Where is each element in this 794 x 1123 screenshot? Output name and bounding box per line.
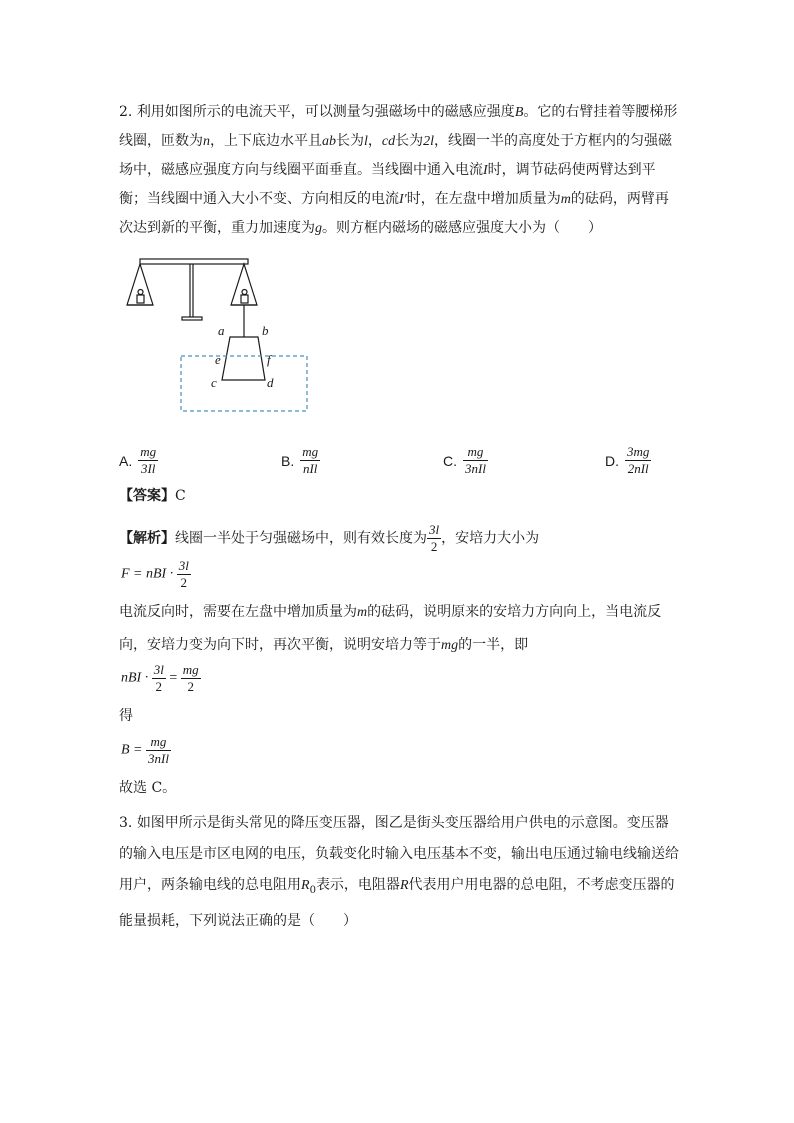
label-f: f (267, 352, 271, 367)
magnetic-field-region (181, 356, 307, 411)
question-number: 2. (119, 104, 133, 120)
option-b[interactable]: B. $\frac{mg}{\text{nIl}}$ (281, 444, 319, 476)
label-a: a (218, 323, 225, 338)
current-balance-figure (120, 255, 320, 415)
balance-beam (140, 259, 248, 264)
question-3-text: 3. 如图甲所示是街头常见的降压变压器，图乙是街头变压器给用户供电的示意图。变压器的输入电压是市区电网的电压，负载变化时输入电压基本不变，输出电压通过输电线输送给用户，两条输电线的总电阻用$R_0$表示，电阻器R代表用户用电器的总电阻，不考虑变压器的能量损耗，下列说法正确的是（ ） (119, 815, 679, 929)
balance-base (182, 317, 202, 320)
therefore-label: 得 (119, 708, 133, 724)
left-pan (127, 264, 153, 305)
option-a[interactable]: A. $\frac{mg}{3Il}$ (119, 444, 157, 476)
label-b: b (262, 323, 269, 338)
trapezoid-coil (222, 337, 265, 380)
option-c[interactable]: C. $\frac{mg}{\text{3nIl}}$ (443, 444, 486, 476)
option-d[interactable]: D. $\frac{3mg}{\text{2nIl}}$ (605, 444, 650, 476)
analysis-tag: 【解析】 (119, 530, 175, 547)
equation-2: nBI · $\frac{3l}{2}$ = $\frac{mg}{2}$ (121, 662, 199, 694)
left-weight (137, 295, 144, 303)
equation-1: F = nBI · $\frac{3l}{2}$ (121, 558, 189, 590)
question-number: 3. (119, 815, 133, 831)
answer-value: C (175, 488, 186, 504)
conclusion-line: 故选 C。 (119, 780, 177, 796)
equation-3: B = $\frac{mg}{\text{3nIl}}$ (121, 734, 169, 766)
analysis-paragraph-2: 电流反向时，需要在左盘中增加质量为m的砝码，说明原来的安培力方向向上，当电流反向，安培力变为向下时，再次平衡，说明安培力等于mg的一半，即 (119, 604, 662, 653)
right-pan (231, 264, 257, 305)
label-d: d (267, 375, 274, 390)
label-e: e (215, 352, 221, 367)
analysis-line-1: 【解析】线圈一半处于匀强磁场中，则有效长度为 $\frac{3l}{2}$ ，安培力大小为 (119, 522, 540, 554)
answer-line (119, 486, 186, 506)
question-2-text: 2. 利用如图所示的电流天平，可以测量匀强磁场中的磁感应强度B。它的右臂挂着等腰梯形线圈，匝数为n，上下底边水平且ab长为l，cd长为2l，线圈一半的高度处于方框内的匀强磁场中，磁感应强度方向与线圈平面垂直。当线圈中通入电流I时，调节砝码使两臂达到平衡；当线圈中通入大小不变、方向相反的电流I′时，在左盘中增加质量为m的砝码，两臂再次达到新的平衡，重力加速度为g。则方框内磁场的磁感应强度大小为（ ） (119, 104, 678, 236)
right-weight (241, 295, 248, 303)
label-c: c (211, 375, 217, 390)
answer-tag: 【答案】 (119, 488, 175, 504)
